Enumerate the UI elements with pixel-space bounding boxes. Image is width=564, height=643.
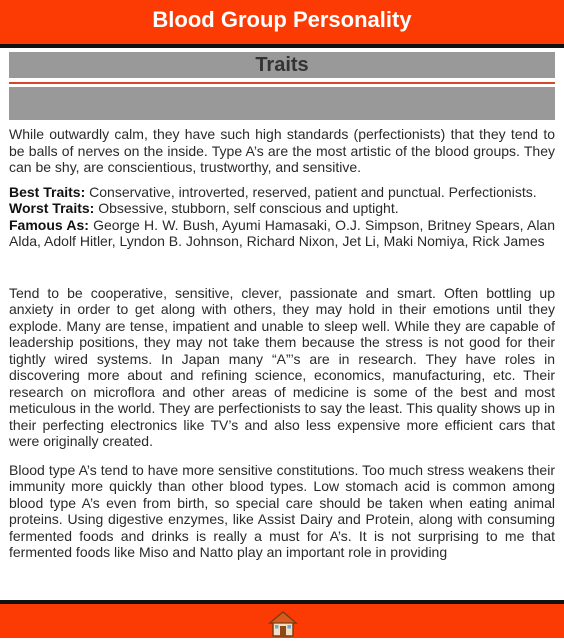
worst-traits-line xyxy=(9,200,555,217)
section-divider xyxy=(9,82,555,84)
traits-block xyxy=(9,184,555,250)
cooperative-paragraph: Tend to be cooperative, sensitive, clever, passionate and smart. Often bottling up anxiety in order to get along with others, they may hold in their emotions until they explode. Many are tense, impatient and unable to sleep well. While they are capable of leadership positions, they may not take them because the stress is not good for their tightly wired systems. In Japan many “A”’s are in research. They have roles in discovering more about and refining science, economics, manufacturing, etc. Their research on microflora and other areas of medicine is some of the best and most meticulous in the world. They are perfectionists to say the least. This quality shows up in their perfecting electronics like TV’s and also less expensive more efficient cars that were originally created. xyxy=(9,284,555,449)
app-header xyxy=(0,0,564,48)
famous-as-label: Famous As: xyxy=(9,216,89,233)
section-title: Traits xyxy=(255,54,309,76)
app-footer xyxy=(0,600,564,638)
worst-traits-value: Obsessive, stubborn, self conscious and uptight. xyxy=(94,200,399,216)
content-scroll-area[interactable] xyxy=(0,48,564,600)
best-traits-label: Best Traits: xyxy=(9,183,86,200)
home-button[interactable] xyxy=(268,610,298,638)
best-traits-value: Conservative, introverted, reserved, patient and punctual. Perfectionists. xyxy=(85,183,537,200)
section-banner xyxy=(9,87,555,120)
health-paragraph: Blood type A’s tend to have more sensitive constitutions. Too much stress weakens their immunity more quickly than other blood types. Low stomach acid is common among blood type A’s even from birth, so special care should be taken when eating animal proteins. Using digestive enzymes, like Assist Dairy and Protein, along with consuming fermented foods and drinks is really a must for A’s. It is not surprising to me that fermented foods like Miso and Natto play an important role in providing xyxy=(9,461,555,560)
app-title: Blood Group Personality xyxy=(152,7,412,32)
worst-traits-label: Worst Traits: xyxy=(9,200,95,216)
best-traits-line xyxy=(9,184,555,201)
section-title-bar xyxy=(9,52,555,78)
famous-as-value: George H. W. Bush, Ayumi Hamasaki, O.J. Simpson, Britney Spears, Alan Alda, Adolf Hitler, Lyndon B. Johnson, Richard Nixon, Jet Li, Maki Nomiya, Rick James xyxy=(9,216,555,249)
famous-as-line xyxy=(9,217,555,250)
intro-paragraph: While outwardly calm, they have such high standards (perfectionists) that they tend to be balls of nerves on the inside. Type A’s are the most artistic of the blood groups. They can be shy, are conscientious, trustworthy, and sensitive. xyxy=(9,126,555,175)
home-icon xyxy=(268,610,298,638)
